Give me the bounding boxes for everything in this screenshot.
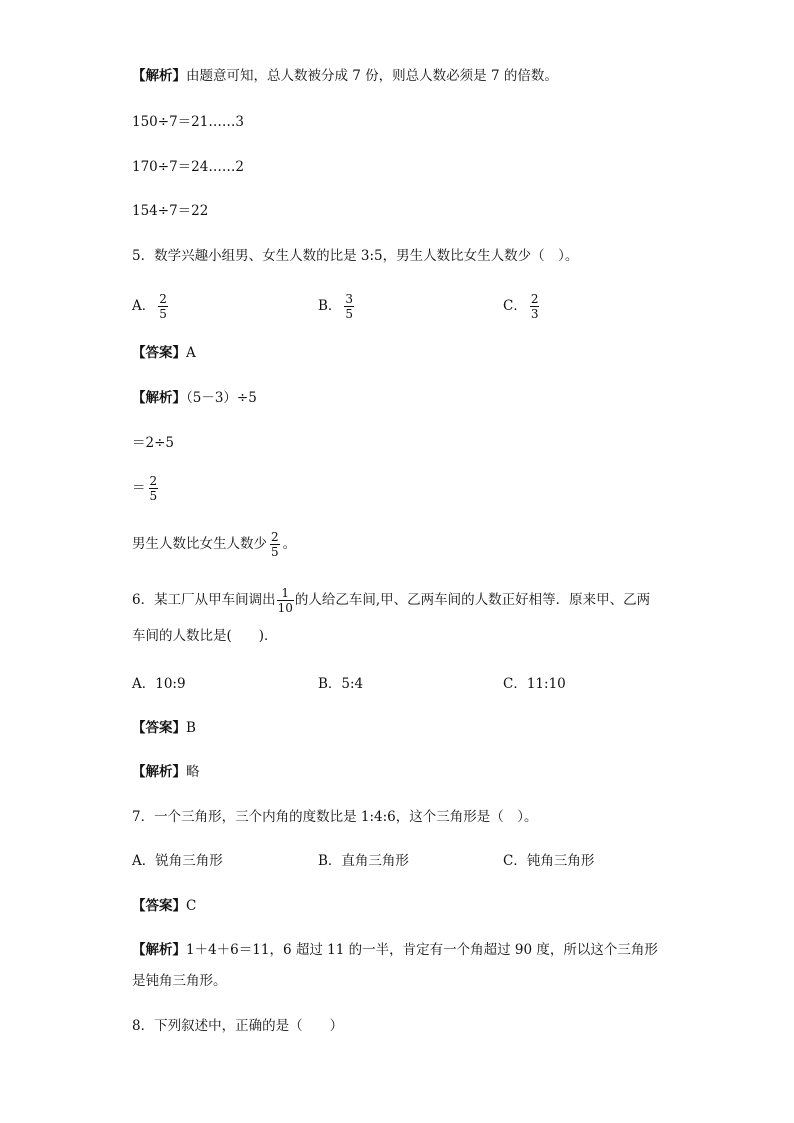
option-text: 11:10 [526,676,566,692]
option-label: B． [318,676,342,692]
fraction [270,530,280,559]
fraction [149,474,159,503]
q7-option-a [132,851,223,871]
analysis-text: （5－3）÷5 [186,390,257,406]
numerator: 1 [281,586,290,600]
q7-analysis-2: 是钝角三角形。 [132,973,227,989]
numerator: 3 [345,292,354,306]
option-label: A． [132,853,156,869]
option-label: A． [132,298,156,314]
q5-conclusion [132,530,296,559]
analysis-tag: 【解析】 [132,942,186,958]
q6-stem-line2: 车间的人数比是( )． [132,628,278,644]
q6-option-c [503,674,566,694]
option-label: B． [318,853,342,869]
q6-option-a [132,674,186,694]
q5-answer [132,343,196,363]
calc-line-2: 170÷7＝24……2 [132,159,244,175]
prev-analysis [132,66,558,86]
denominator: 3 [530,307,539,321]
numerator: 2 [149,474,158,488]
analysis-text: 略 [186,764,200,780]
fraction [277,586,294,615]
analysis-tag: 【解析】 [132,764,186,780]
option-label: B． [318,298,342,314]
analysis-text: 1＋4＋6＝11，6 超过 11 的一半，肯定有一个角超过 90 度，所以这个三角形 [186,942,658,958]
denominator: 5 [271,545,279,559]
answer-value: B [186,720,196,736]
q7-stem: 7．一个三角形，三个内角的度数比是 1:4:6，这个三角形是（ ）。 [132,809,538,825]
option-label: C． [503,853,527,869]
denominator: 5 [345,307,354,321]
denominator: 10 [277,601,293,615]
q5-stem: 5．数学兴趣小组男、女生人数的比是 3:5，男生人数比女生人数少（ ）。 [132,248,579,264]
fraction [158,292,168,321]
analysis-tag: 【解析】 [132,390,186,406]
numerator: 2 [271,530,279,544]
equals-sign: ＝ [132,480,146,496]
answer-tag: 【答案】 [132,898,186,914]
numerator: 2 [159,292,167,306]
q5-option-a [132,292,171,321]
q6-analysis [132,762,200,782]
q5-analysis-3 [132,474,161,503]
q6-answer [132,718,196,738]
q7-option-c [503,851,594,871]
q7-answer [132,896,196,916]
stem-text: 的人给乙车间,甲、乙两车间的人数正好相等．原来甲、乙两 [294,592,651,608]
stem-text: 6．某工厂从甲车间调出 [132,592,276,608]
q7-option-b [318,851,409,871]
denominator: 5 [149,489,158,503]
answer-tag: 【答案】 [132,720,186,736]
q8-stem: 8．下列叙述中，正确的是（ ） [132,1018,344,1034]
conclusion-text: 男生人数比女生人数少 [132,536,267,552]
answer-value: A [186,345,196,361]
fraction [530,292,540,321]
calc-line-3: 154÷7＝22 [132,203,209,219]
q6-option-b [318,674,363,694]
denominator: 5 [159,307,167,321]
option-label: A． [132,676,156,692]
option-text: 锐角三角形 [155,853,223,869]
answer-tag: 【答案】 [132,345,186,361]
q5-analysis-1 [132,388,257,408]
fraction [344,292,354,321]
q6-stem [132,586,650,615]
option-text: 5:4 [341,676,364,692]
option-label: C． [503,676,527,692]
conclusion-suffix: 。 [282,536,297,552]
option-text: 直角三角形 [341,853,409,869]
q5-option-c [503,292,542,321]
numerator: 2 [530,292,539,306]
option-label: C． [503,298,527,314]
analysis-tag: 【解析】 [132,68,186,84]
q5-option-b [318,292,357,321]
q5-analysis-2: ＝2÷5 [132,435,174,451]
option-text: 10:9 [155,676,186,692]
option-text: 钝角三角形 [526,853,595,869]
q7-analysis-1 [132,940,658,960]
answer-value: C [186,898,197,914]
calc-line-1: 150÷7＝21……3 [132,114,244,130]
analysis-text: 由题意可知，总人数被分成 7 份，则总人数必须是 7 的倍数。 [186,68,558,84]
